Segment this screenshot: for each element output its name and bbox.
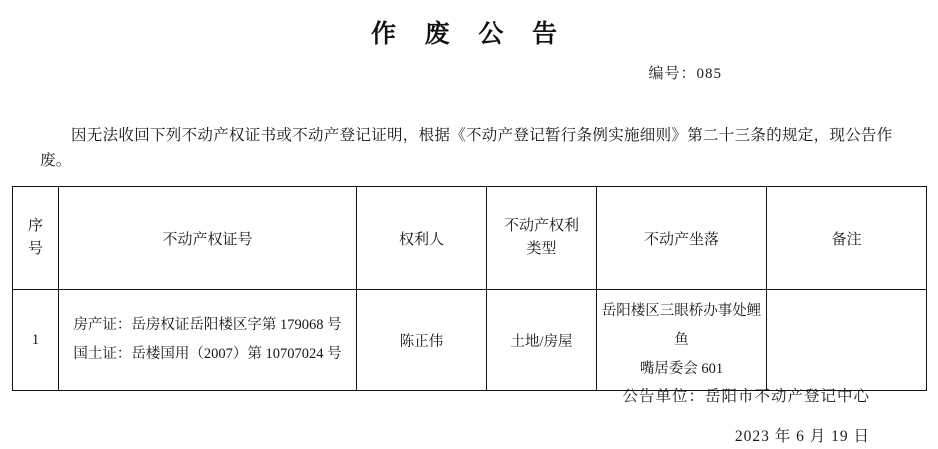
header-cell-remark: 备注 (767, 187, 927, 290)
cell-type: 土地/房屋 (487, 290, 597, 391)
header-cell-cert-no: 不动产权证号 (59, 187, 357, 290)
header-cell-owner: 权利人 (357, 187, 487, 290)
location-line2: 嘴居委会 601 (639, 360, 724, 377)
header-cell-seq (13, 187, 59, 290)
cell-remark (767, 290, 927, 391)
cell-owner: 陈正伟 (357, 290, 487, 391)
header-cell-location: 不动产坐落 (597, 187, 767, 290)
cell-cert-no (59, 290, 357, 391)
date-line: 2023 年 6 月 19 日 (734, 428, 870, 445)
location-line1: 岳阳楼区三眼桥办事处鲤鱼 (601, 302, 762, 348)
document-number: 编号：085 (648, 66, 722, 82)
table-row (13, 290, 927, 391)
table-header-row (13, 187, 927, 290)
intro-paragraph: 因无法收回下列不动产权证书或不动产登记证明，根据《不动产登记暂行条例实施细则》第二十三条的规定，现公告作废。 (40, 127, 893, 169)
cell-location (597, 290, 767, 391)
page-title: 作 废 公 告 (370, 19, 568, 48)
header-cell-type (487, 187, 597, 290)
header-type-line1: 不动产权利 (503, 217, 579, 234)
cell-seq: 1 (13, 290, 59, 391)
header-seq-line1: 序 (27, 217, 43, 234)
header-seq-line2: 号 (27, 241, 43, 257)
invalidation-table (12, 186, 927, 391)
cert-line-house: 房产证：岳房权证岳阳楼区字第 179068 号 (73, 317, 342, 333)
header-type-line2: 类型 (526, 241, 557, 257)
issuer-line: 公告单位：岳阳市不动产登记中心 (622, 388, 870, 405)
cert-line-land: 国土证：岳楼国用（2007）第 10707024 号 (73, 346, 342, 362)
